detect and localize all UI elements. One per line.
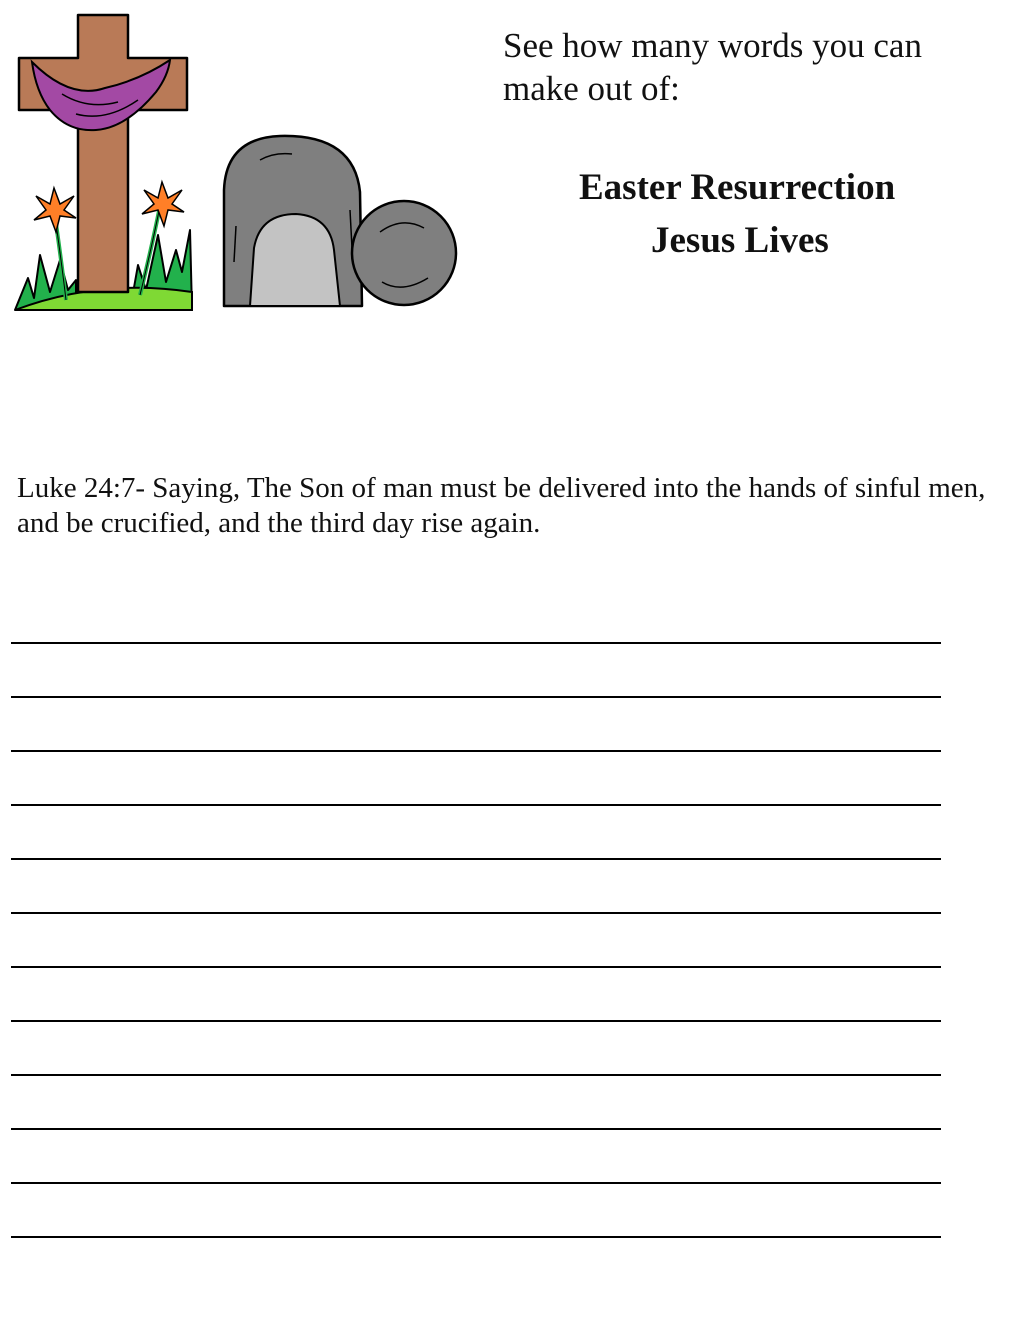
answer-lines bbox=[11, 642, 941, 1290]
instruction-text: See how many words you can make out of: bbox=[503, 26, 922, 108]
answer-line[interactable] bbox=[11, 804, 941, 806]
cross-icon bbox=[19, 15, 187, 292]
answer-line[interactable] bbox=[11, 1074, 941, 1076]
answer-line[interactable] bbox=[11, 642, 941, 644]
tomb-icon bbox=[224, 136, 362, 306]
phrase-line-1: Easter Resurrection bbox=[579, 167, 896, 208]
answer-line[interactable] bbox=[11, 912, 941, 914]
answer-line[interactable] bbox=[11, 1020, 941, 1022]
answer-line[interactable] bbox=[11, 750, 941, 752]
easter-clipart bbox=[10, 10, 470, 320]
answer-line[interactable] bbox=[11, 966, 941, 968]
answer-line[interactable] bbox=[11, 858, 941, 860]
stone-icon bbox=[352, 201, 456, 305]
scripture-verse: Luke 24:7- Saying, The Son of man must be delivered into the hands of sinful men, and be crucified, and the third day rise again. bbox=[17, 472, 986, 539]
answer-line[interactable] bbox=[11, 696, 941, 698]
answer-line[interactable] bbox=[11, 1236, 941, 1238]
answer-line[interactable] bbox=[11, 1128, 941, 1130]
phrase-line-2: Jesus Lives bbox=[651, 220, 829, 261]
answer-line[interactable] bbox=[11, 1182, 941, 1184]
